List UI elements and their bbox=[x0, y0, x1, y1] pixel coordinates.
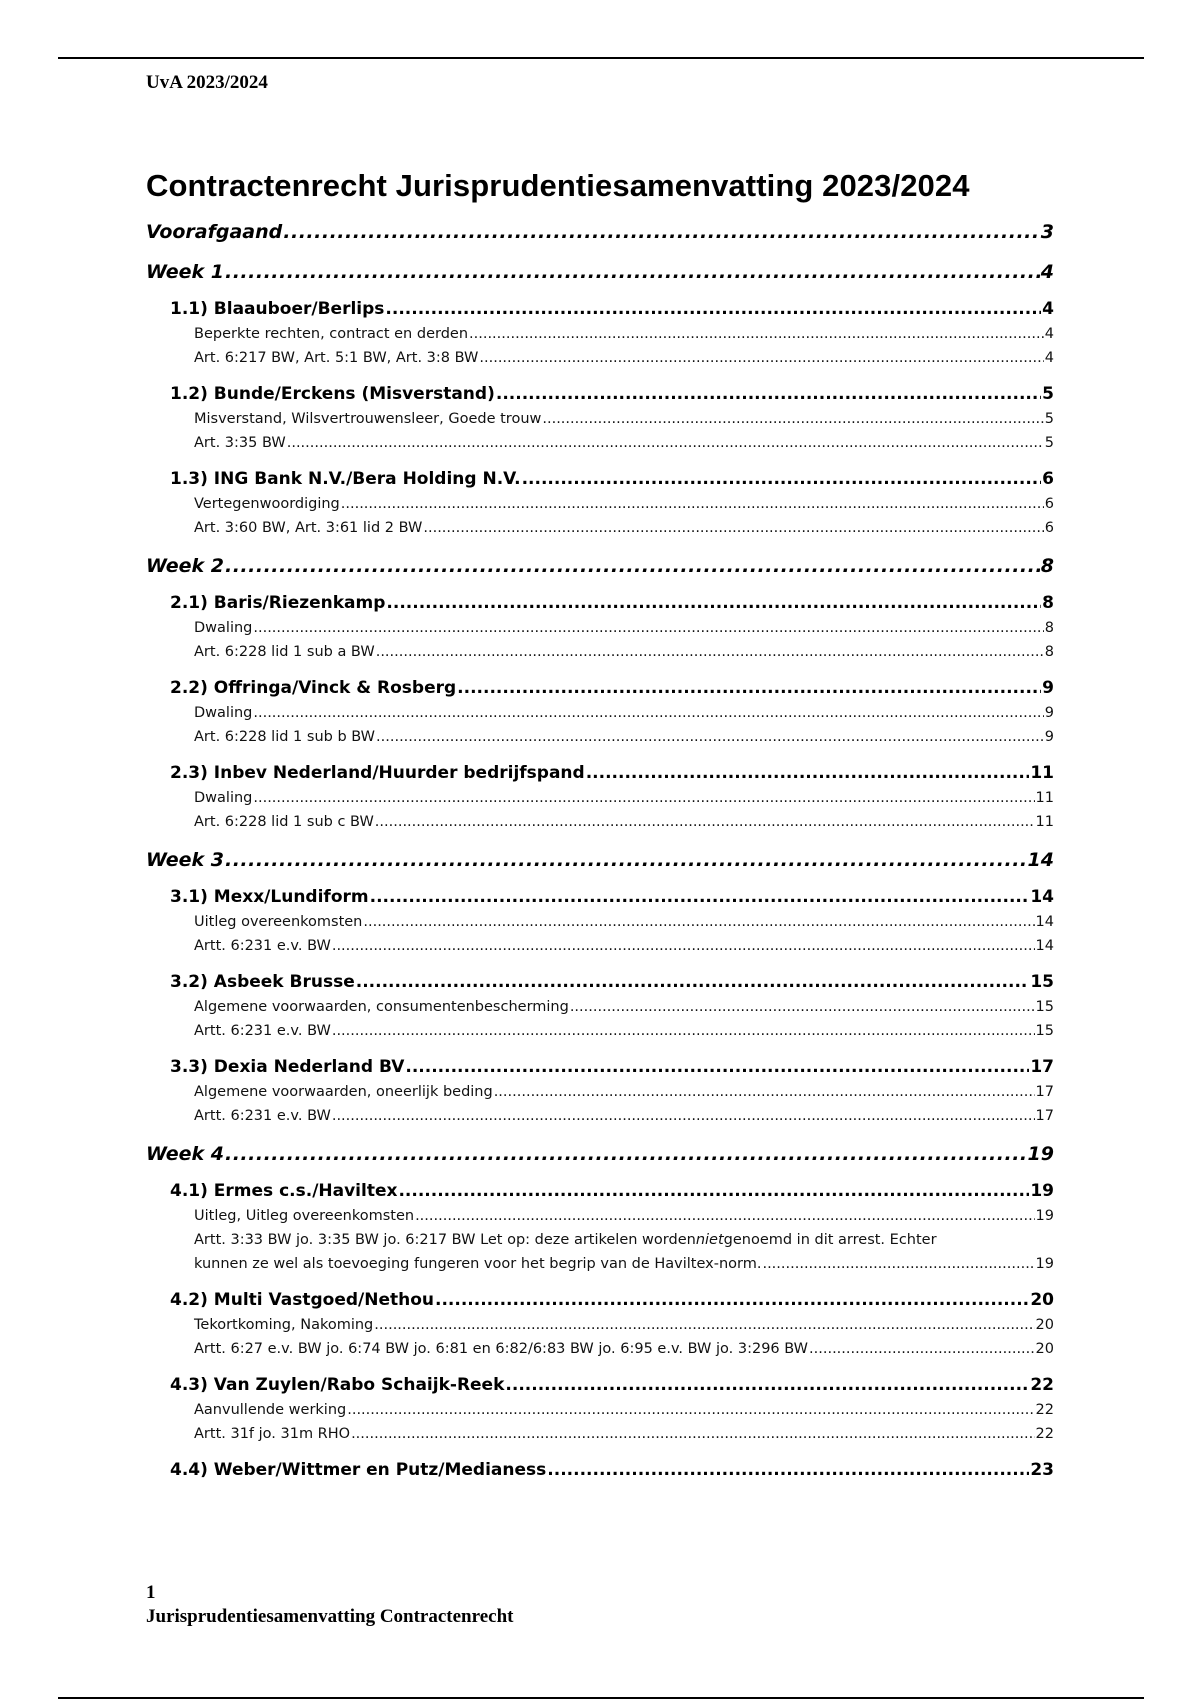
toc-leader-dots bbox=[762, 1252, 1034, 1276]
toc-subentry[interactable] bbox=[146, 431, 1054, 455]
footer-rule bbox=[58, 1697, 1144, 1699]
toc-subentry[interactable] bbox=[146, 516, 1054, 540]
toc-entry-title: Aanvullende werking bbox=[194, 1402, 347, 1418]
toc-entry-title: 2.3) Inbev Nederland/Huurder bedrijfspand bbox=[170, 763, 585, 783]
toc-subentry[interactable] bbox=[146, 934, 1054, 958]
toc-page-number: 23 bbox=[1030, 1460, 1054, 1480]
toc-case-entry[interactable] bbox=[146, 296, 1054, 322]
toc-week-entry[interactable] bbox=[146, 258, 1054, 286]
toc-subentry[interactable] bbox=[146, 725, 1054, 749]
toc-leader-dots bbox=[287, 431, 1044, 455]
toc-leader-dots bbox=[341, 492, 1044, 516]
toc-page-number: 17 bbox=[1035, 1084, 1054, 1100]
toc-entry-title: Week 3 bbox=[146, 849, 224, 871]
toc-entry-title: Beperkte rechten, contract en derden bbox=[194, 326, 469, 342]
toc-entry-title: Misverstand, Wilsvertrouwensleer, Goede trouw bbox=[194, 411, 542, 427]
toc-page-number: 20 bbox=[1035, 1317, 1054, 1333]
toc-leader-dots bbox=[479, 346, 1043, 370]
toc-leader-dots bbox=[547, 1457, 1029, 1483]
toc-entry-title: Dwaling bbox=[194, 620, 253, 636]
toc-case-entry[interactable] bbox=[146, 969, 1054, 995]
toc-subentry[interactable] bbox=[146, 616, 1054, 640]
toc-entry-title: 4.2) Multi Vastgoed/Nethou bbox=[170, 1290, 434, 1310]
toc-leader-dots bbox=[586, 760, 1030, 786]
toc-page-number: 6 bbox=[1042, 469, 1054, 489]
toc-case-entry[interactable] bbox=[146, 760, 1054, 786]
toc-subentry[interactable] bbox=[146, 701, 1054, 725]
toc-page-number: 4 bbox=[1044, 350, 1054, 366]
toc-page-number: 17 bbox=[1030, 1057, 1054, 1077]
toc-leader-dots bbox=[225, 552, 1040, 580]
toc-entry-title: Week 1 bbox=[146, 261, 224, 283]
toc-page-number: 8 bbox=[1044, 620, 1054, 636]
toc-entry-title: Art. 6:228 lid 1 sub b BW bbox=[194, 729, 376, 745]
toc-subentry[interactable] bbox=[146, 1422, 1054, 1446]
toc-case-entry[interactable] bbox=[146, 466, 1054, 492]
toc-week-entry[interactable] bbox=[146, 218, 1054, 246]
toc-leader-dots bbox=[253, 701, 1043, 725]
toc-entry-title: Artt. 31f jo. 31m RHO bbox=[194, 1426, 351, 1442]
toc-leader-dots bbox=[332, 934, 1035, 958]
toc-page-number: 22 bbox=[1035, 1426, 1054, 1442]
toc-leader-dots bbox=[374, 1313, 1034, 1337]
toc-subentry[interactable] bbox=[146, 1204, 1054, 1228]
toc-subentry[interactable] bbox=[146, 640, 1054, 664]
toc-page-number: 11 bbox=[1035, 814, 1054, 830]
toc-leader-dots bbox=[225, 1140, 1027, 1168]
toc-leader-dots bbox=[332, 1104, 1035, 1128]
toc-page-number: 14 bbox=[1027, 849, 1054, 871]
toc-page-number: 8 bbox=[1044, 644, 1054, 660]
toc-entry-title: Art. 6:228 lid 1 sub a BW bbox=[194, 644, 375, 660]
toc-subentry[interactable] bbox=[146, 1313, 1054, 1337]
toc-page-number: 11 bbox=[1035, 790, 1054, 806]
toc-leader-dots bbox=[505, 1372, 1029, 1398]
toc-leader-dots bbox=[415, 1204, 1034, 1228]
toc-page-number: 4 bbox=[1042, 299, 1054, 319]
toc-subentry[interactable] bbox=[146, 995, 1054, 1019]
toc-entry-title: genoemd in dit arrest. Echter bbox=[723, 1232, 937, 1248]
toc-entry-title: 3.3) Dexia Nederland BV bbox=[170, 1057, 405, 1077]
toc-page-number: 19 bbox=[1030, 1181, 1054, 1201]
toc-leader-dots bbox=[469, 322, 1044, 346]
toc-entry-title: 1.3) ING Bank N.V./Bera Holding N.V. bbox=[170, 469, 521, 489]
toc-leader-dots bbox=[376, 725, 1044, 749]
toc-leader-dots bbox=[385, 296, 1041, 322]
toc-page-number: 20 bbox=[1035, 1341, 1054, 1357]
toc-leader-dots bbox=[522, 466, 1042, 492]
toc-subentry[interactable] bbox=[146, 786, 1054, 810]
toc-leader-dots bbox=[457, 675, 1041, 701]
toc-page-number: 14 bbox=[1035, 938, 1054, 954]
toc-leader-dots bbox=[283, 218, 1040, 246]
toc-entry-title: 2.1) Baris/Riezenkamp bbox=[170, 593, 386, 613]
toc-leader-dots bbox=[225, 258, 1040, 286]
toc-page-number: 15 bbox=[1035, 1023, 1054, 1039]
toc-subentry[interactable] bbox=[146, 322, 1054, 346]
toc-page-number: 19 bbox=[1035, 1256, 1054, 1272]
toc-page-number: 19 bbox=[1027, 1143, 1054, 1165]
page-number: 1 bbox=[146, 1582, 156, 1603]
toc-case-entry[interactable] bbox=[146, 884, 1054, 910]
toc-case-entry[interactable] bbox=[146, 1372, 1054, 1398]
toc-leader-dots bbox=[356, 969, 1030, 995]
toc-subentry[interactable] bbox=[146, 1398, 1054, 1422]
toc-entry-title: Dwaling bbox=[194, 705, 253, 721]
toc-leader-dots bbox=[363, 910, 1034, 934]
toc-page-number: 11 bbox=[1030, 763, 1054, 783]
toc-entry-title: 2.2) Offringa/Vinck & Rosberg bbox=[170, 678, 457, 698]
toc-case-entry[interactable] bbox=[146, 1054, 1054, 1080]
toc-leader-dots bbox=[494, 1080, 1035, 1104]
toc-leader-dots bbox=[370, 884, 1030, 910]
toc-subentry[interactable] bbox=[146, 1228, 1054, 1276]
toc-page-number: 5 bbox=[1044, 411, 1054, 427]
toc-page-number: 15 bbox=[1030, 972, 1054, 992]
toc-entry-title: Uitleg overeenkomsten bbox=[194, 914, 363, 930]
toc-entry-title: Artt. 6:231 e.v. BW bbox=[194, 1108, 331, 1124]
toc-subentry[interactable] bbox=[146, 810, 1054, 834]
toc-subentry[interactable] bbox=[146, 1104, 1054, 1128]
toc-case-entry[interactable] bbox=[146, 1287, 1054, 1313]
toc-leader-dots bbox=[423, 516, 1043, 540]
toc-page-number: 8 bbox=[1042, 593, 1054, 613]
document-title: Contractenrecht Jurisprudentiesamenvatting 2023/2024 bbox=[146, 168, 970, 203]
toc-entry-title: 4.1) Ermes c.s./Haviltex bbox=[170, 1181, 398, 1201]
toc-case-entry[interactable] bbox=[146, 590, 1054, 616]
toc-leader-dots bbox=[386, 590, 1041, 616]
toc-page-number: 9 bbox=[1044, 729, 1054, 745]
toc-leader-dots bbox=[570, 995, 1035, 1019]
toc-entry-title: kunnen ze wel als toevoeging fungeren voor het begrip van de Haviltex-norm. bbox=[194, 1256, 762, 1272]
toc-week-entry[interactable] bbox=[146, 552, 1054, 580]
toc-subentry[interactable] bbox=[146, 407, 1054, 431]
toc-leader-dots bbox=[253, 786, 1034, 810]
toc-leader-dots bbox=[347, 1398, 1034, 1422]
toc-page-number: 14 bbox=[1035, 914, 1054, 930]
toc-entry-title: Dwaling bbox=[194, 790, 253, 806]
toc-subentry[interactable] bbox=[146, 910, 1054, 934]
toc-entry-title: Uitleg, Uitleg overeenkomsten bbox=[194, 1208, 415, 1224]
toc-entry-title: Artt. 3:33 BW jo. 3:35 BW jo. 6:217 BW Let op: deze artikelen worden bbox=[194, 1232, 696, 1248]
toc-page-number: 19 bbox=[1035, 1208, 1054, 1224]
toc-entry-title: Artt. 6:231 e.v. BW bbox=[194, 938, 331, 954]
toc-subentry[interactable] bbox=[146, 346, 1054, 370]
toc-page-number: 3 bbox=[1040, 221, 1054, 243]
toc-page-number: 6 bbox=[1044, 496, 1054, 512]
toc-page-number: 20 bbox=[1030, 1290, 1054, 1310]
toc-entry-title: Week 4 bbox=[146, 1143, 224, 1165]
toc-leader-dots bbox=[496, 381, 1041, 407]
toc-page-number: 17 bbox=[1035, 1108, 1054, 1124]
toc-leader-dots bbox=[809, 1337, 1035, 1361]
toc-case-entry[interactable] bbox=[146, 1457, 1054, 1483]
header-rule bbox=[58, 57, 1144, 59]
toc-leader-dots bbox=[435, 1287, 1029, 1313]
toc-entry-title: Art. 3:60 BW, Art. 3:61 lid 2 BW bbox=[194, 520, 423, 536]
toc-page-number: 15 bbox=[1035, 999, 1054, 1015]
toc-subentry[interactable] bbox=[146, 1019, 1054, 1043]
toc-leader-dots bbox=[405, 1054, 1029, 1080]
toc-page-number: 5 bbox=[1042, 384, 1054, 404]
toc-subentry-line bbox=[194, 1228, 1054, 1252]
toc-week-entry[interactable] bbox=[146, 846, 1054, 874]
toc-entry-title: Art. 6:228 lid 1 sub c BW bbox=[194, 814, 374, 830]
toc-entry-title: 4.3) Van Zuylen/Rabo Schaijk-Reek bbox=[170, 1375, 505, 1395]
toc-entry-title: Artt. 6:231 e.v. BW bbox=[194, 1023, 331, 1039]
toc-page-number: 4 bbox=[1044, 326, 1054, 342]
table-of-contents bbox=[146, 218, 1054, 1483]
toc-entry-title: Art. 3:35 BW bbox=[194, 435, 286, 451]
toc-subentry[interactable] bbox=[146, 1337, 1054, 1361]
toc-subentry-line bbox=[194, 1252, 1054, 1276]
toc-entry-title: Vertegenwoordiging bbox=[194, 496, 340, 512]
toc-leader-dots bbox=[332, 1019, 1035, 1043]
toc-page-number: 5 bbox=[1044, 435, 1054, 451]
toc-entry-title: Tekortkoming, Nakoming bbox=[194, 1317, 374, 1333]
toc-entry-title: Algemene voorwaarden, consumentenbescherming bbox=[194, 999, 569, 1015]
toc-page-number: 22 bbox=[1035, 1402, 1054, 1418]
toc-page-number: 14 bbox=[1030, 887, 1054, 907]
toc-page-number: 8 bbox=[1040, 555, 1054, 577]
toc-leader-dots bbox=[376, 640, 1044, 664]
toc-entry-title: 1.1) Blaauboer/Berlips bbox=[170, 299, 385, 319]
toc-entry-title: Week 2 bbox=[146, 555, 224, 577]
toc-entry-title: 1.2) Bunde/Erckens (Misverstand) bbox=[170, 384, 495, 404]
toc-week-entry[interactable] bbox=[146, 1140, 1054, 1168]
toc-entry-title: Art. 6:217 BW, Art. 5:1 BW, Art. 3:8 BW bbox=[194, 350, 479, 366]
toc-leader-dots bbox=[398, 1178, 1029, 1204]
toc-leader-dots bbox=[351, 1422, 1034, 1446]
toc-entry-title: 4.4) Weber/Wittmer en Putz/Medianess bbox=[170, 1460, 547, 1480]
toc-entry-title: Artt. 6:27 e.v. BW jo. 6:74 BW jo. 6:81 en 6:82/6:83 BW jo. 6:95 e.v. BW jo. 3:296 BW bbox=[194, 1341, 809, 1357]
toc-leader-dots bbox=[375, 810, 1035, 834]
toc-case-entry[interactable] bbox=[146, 1178, 1054, 1204]
toc-leader-dots bbox=[542, 407, 1043, 431]
toc-page-number: 9 bbox=[1042, 678, 1054, 698]
toc-entry-title: 3.2) Asbeek Brusse bbox=[170, 972, 355, 992]
toc-entry-title: Voorafgaand bbox=[146, 221, 283, 243]
toc-entry-title: Algemene voorwaarden, oneerlijk beding bbox=[194, 1084, 493, 1100]
toc-case-entry[interactable] bbox=[146, 675, 1054, 701]
toc-page-number: 6 bbox=[1044, 520, 1054, 536]
toc-page-number: 22 bbox=[1030, 1375, 1054, 1395]
toc-subentry[interactable] bbox=[146, 1080, 1054, 1104]
toc-page-number: 9 bbox=[1044, 705, 1054, 721]
toc-leader-dots bbox=[253, 616, 1043, 640]
running-header: UvA 2023/2024 bbox=[146, 72, 268, 93]
toc-subentry[interactable] bbox=[146, 492, 1054, 516]
toc-entry-title: 3.1) Mexx/Lundiform bbox=[170, 887, 369, 907]
toc-page-number: 4 bbox=[1040, 261, 1054, 283]
toc-case-entry[interactable] bbox=[146, 381, 1054, 407]
running-footer: Jurisprudentiesamenvatting Contractenrecht bbox=[146, 1606, 514, 1627]
toc-entry-emphasis: niet bbox=[695, 1232, 724, 1248]
toc-leader-dots bbox=[225, 846, 1027, 874]
